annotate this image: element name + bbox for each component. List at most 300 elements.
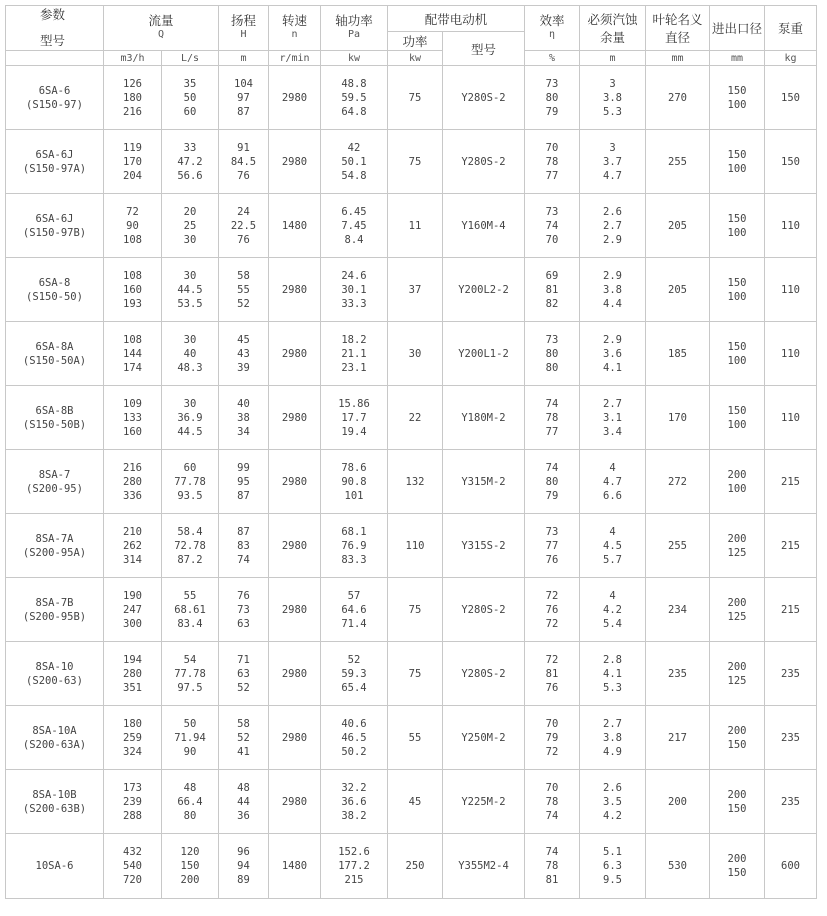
impeller-cell: 185 bbox=[646, 322, 710, 386]
inlet-outlet-cell-line: 200 bbox=[727, 532, 747, 545]
speed-cell: 2980 bbox=[269, 322, 321, 386]
flow-ls-cell-line: 33 bbox=[183, 141, 197, 154]
inlet-outlet-cell-line: 100 bbox=[727, 290, 747, 303]
flow-m3h-cell-line: 314 bbox=[123, 553, 142, 566]
shaft-power-cell-line: 101 bbox=[344, 489, 364, 502]
impeller-cell: 255 bbox=[646, 514, 710, 578]
head-cell-line: 97 bbox=[237, 91, 250, 104]
motor-header: 配带电动机 bbox=[388, 6, 525, 32]
npsh-cell-line: 3 bbox=[609, 77, 616, 90]
npsh-cell-line: 5.1 bbox=[603, 846, 622, 858]
inlet-outlet-cell bbox=[710, 834, 765, 899]
head-symbol: H bbox=[240, 29, 247, 40]
efficiency-cell-line: 77 bbox=[545, 539, 559, 552]
npsh-cell bbox=[580, 130, 646, 194]
motor-model-cell: Y280S-2 bbox=[443, 578, 525, 642]
flow-ls-cell-line: 71.94 bbox=[174, 731, 206, 744]
impeller-cell: 235 bbox=[646, 642, 710, 706]
inlet-outlet-cell-line: 100 bbox=[727, 162, 747, 175]
weight-cell: 150 bbox=[765, 66, 817, 130]
flow-m3h-cell-line: 72 bbox=[126, 205, 139, 218]
unit-blank bbox=[6, 51, 104, 66]
flow-ls-cell-line: 30 bbox=[183, 397, 197, 410]
pump-spec-table bbox=[5, 5, 817, 899]
shaft-power-cell-line: 52 bbox=[347, 653, 361, 666]
model-cell-line: 6SA-6J bbox=[35, 212, 74, 225]
flow-m3h-cell-line: 288 bbox=[123, 809, 142, 822]
flow-ls-cell-line: 90 bbox=[183, 745, 197, 758]
model-cell-line: (S200-95) bbox=[26, 482, 83, 495]
head-cell bbox=[219, 66, 269, 130]
model-cell bbox=[6, 706, 104, 770]
head-cell-line: 95 bbox=[237, 475, 250, 488]
shaft-power-cell bbox=[321, 578, 388, 642]
model-cell-line: 8SA-10B bbox=[32, 788, 77, 801]
head-cell-line: 58 bbox=[237, 717, 250, 730]
npsh-cell bbox=[580, 770, 646, 834]
shaft-power-cell bbox=[321, 642, 388, 706]
shaft-power-cell-line: 18.2 bbox=[341, 333, 367, 346]
shaft-power-cell-line: 6.45 bbox=[341, 205, 367, 218]
flow-m3h-cell-line: 432 bbox=[123, 846, 142, 858]
flow-m3h-cell-line: 190 bbox=[123, 589, 142, 602]
table-row bbox=[6, 834, 817, 899]
table-row bbox=[6, 258, 817, 322]
table-row bbox=[6, 514, 817, 578]
weight-cell: 600 bbox=[765, 834, 817, 899]
flow-m3h-cell-line: 194 bbox=[123, 653, 142, 666]
motor-power-cell: 30 bbox=[388, 322, 443, 386]
model-cell-line: 6SA-8A bbox=[35, 340, 74, 353]
flow-ls-cell-line: 47.2 bbox=[177, 155, 203, 168]
flow-m3h-cell-line: 259 bbox=[123, 731, 142, 744]
flow-m3h-cell-line: 216 bbox=[123, 461, 142, 474]
weight-cell: 110 bbox=[765, 386, 817, 450]
motor-power-cell: 75 bbox=[388, 642, 443, 706]
shaft-power-cell-line: 64.8 bbox=[341, 105, 367, 118]
head-cell-line: 48 bbox=[237, 781, 250, 794]
head-cell-line: 40 bbox=[237, 397, 250, 410]
inlet-outlet-cell-line: 150 bbox=[727, 340, 747, 353]
flow-ls-cell bbox=[162, 834, 219, 899]
flow-m3h-cell-line: 108 bbox=[123, 269, 142, 282]
flow-m3h-cell bbox=[104, 578, 162, 642]
efficiency-symbol: η bbox=[548, 29, 556, 40]
efficiency-cell bbox=[525, 514, 580, 578]
table-row bbox=[6, 578, 817, 642]
shaft-power-cell bbox=[321, 66, 388, 130]
shaft-power-cell-line: 57 bbox=[347, 589, 361, 602]
npsh-cell bbox=[580, 706, 646, 770]
shaft-power-cell-line: 36.6 bbox=[341, 795, 367, 808]
weight-cell: 215 bbox=[765, 450, 817, 514]
table-body bbox=[6, 66, 817, 899]
shaft-power-cell-line: 68.1 bbox=[341, 525, 367, 538]
head-label: 扬程 bbox=[230, 13, 256, 28]
flow-m3h-cell-line: 336 bbox=[123, 489, 142, 502]
model-cell-line: (S200-63B) bbox=[22, 802, 87, 815]
model-cell bbox=[6, 130, 104, 194]
inlet-outlet-cell bbox=[710, 706, 765, 770]
efficiency-cell-line: 76 bbox=[545, 603, 559, 616]
inlet-outlet-cell-line: 150 bbox=[727, 404, 747, 417]
shaft-power-cell bbox=[321, 258, 388, 322]
head-cell-line: 63 bbox=[237, 617, 250, 630]
npsh-cell-line: 4.2 bbox=[603, 809, 622, 822]
inlet-outlet-cell-line: 150 bbox=[727, 84, 747, 97]
inlet-outlet-cell-line: 200 bbox=[727, 660, 747, 673]
inlet-outlet-cell-line: 150 bbox=[727, 276, 747, 289]
head-cell-line: 71 bbox=[237, 653, 250, 666]
speed-cell: 1480 bbox=[269, 194, 321, 258]
motor-power-cell: 250 bbox=[388, 834, 443, 899]
shaft-power-cell-line: 7.45 bbox=[341, 219, 367, 232]
flow-m3h-cell-line: 351 bbox=[123, 681, 142, 694]
efficiency-cell-line: 81 bbox=[545, 874, 559, 886]
speed-cell: 2980 bbox=[269, 706, 321, 770]
weight-cell: 110 bbox=[765, 322, 817, 386]
head-cell bbox=[219, 642, 269, 706]
table-row bbox=[6, 450, 817, 514]
head-cell-line: 22.5 bbox=[230, 219, 257, 232]
npsh-cell-line: 2.8 bbox=[603, 653, 622, 666]
model-cell bbox=[6, 258, 104, 322]
efficiency-cell-line: 80 bbox=[545, 361, 559, 374]
flow-ls-cell-line: 55 bbox=[183, 589, 197, 602]
flow-ls-cell-line: 53.5 bbox=[177, 297, 203, 310]
head-cell-line: 87 bbox=[237, 525, 250, 538]
flow-ls-cell-line: 35 bbox=[183, 77, 197, 90]
efficiency-cell-line: 74 bbox=[545, 397, 559, 410]
model-cell-line: (S150-50A) bbox=[22, 354, 87, 367]
head-cell-line: 34 bbox=[237, 425, 250, 438]
shaft-power-cell-line: 177.2 bbox=[338, 860, 370, 872]
npsh-cell-line: 6.3 bbox=[603, 860, 622, 872]
flow-m3h-cell-line: 280 bbox=[123, 475, 142, 488]
table-row bbox=[6, 770, 817, 834]
flow-header bbox=[104, 6, 219, 51]
weight-cell: 215 bbox=[765, 514, 817, 578]
npsh-cell-line: 4 bbox=[609, 589, 616, 602]
impeller-cell: 272 bbox=[646, 450, 710, 514]
flow-ls-cell bbox=[162, 514, 219, 578]
head-cell bbox=[219, 770, 269, 834]
flow-m3h-cell-line: 324 bbox=[123, 745, 142, 758]
inlet-outlet-cell bbox=[710, 386, 765, 450]
efficiency-cell-line: 74 bbox=[545, 461, 559, 474]
unit-impeller: mm bbox=[646, 51, 710, 66]
motor-model-cell: Y200L2-2 bbox=[443, 258, 525, 322]
efficiency-cell-line: 72 bbox=[545, 653, 559, 666]
motor-power-cell: 75 bbox=[388, 578, 443, 642]
shaft-power-cell-line: 15.86 bbox=[338, 397, 370, 410]
flow-ls-cell-line: 50 bbox=[183, 717, 197, 730]
speed-cell: 2980 bbox=[269, 642, 321, 706]
flow-m3h-cell bbox=[104, 770, 162, 834]
npsh-cell bbox=[580, 386, 646, 450]
head-cell bbox=[219, 514, 269, 578]
flow-ls-cell-line: 25 bbox=[183, 219, 197, 232]
npsh-cell-line: 4.5 bbox=[603, 539, 622, 552]
model-cell-line: 6SA-6J bbox=[35, 148, 74, 161]
npsh-header: 必须汽蚀余量 bbox=[580, 6, 646, 51]
motor-model-cell: Y180M-2 bbox=[443, 386, 525, 450]
inlet-outlet-cell-line: 200 bbox=[727, 596, 747, 609]
model-cell-line: (S150-97B) bbox=[22, 226, 87, 239]
flow-ls-cell-line: 20 bbox=[183, 205, 197, 218]
model-cell bbox=[6, 450, 104, 514]
efficiency-header bbox=[525, 6, 580, 51]
head-cell-line: 52 bbox=[237, 731, 250, 744]
head-cell-line: 76 bbox=[237, 169, 250, 182]
npsh-cell-line: 4.7 bbox=[603, 475, 622, 488]
motor-power-cell: 55 bbox=[388, 706, 443, 770]
inlet-outlet-cell-line: 150 bbox=[727, 867, 747, 879]
weight-cell: 150 bbox=[765, 130, 817, 194]
inlet-outlet-cell-line: 100 bbox=[727, 98, 747, 111]
flow-m3h-cell-line: 108 bbox=[123, 233, 142, 246]
motor-model-cell: Y355M2-4 bbox=[443, 834, 525, 899]
npsh-cell-line: 5.3 bbox=[603, 681, 622, 694]
efficiency-cell-line: 78 bbox=[545, 411, 559, 424]
efficiency-cell bbox=[525, 770, 580, 834]
speed-cell: 2980 bbox=[269, 514, 321, 578]
model-cell bbox=[6, 834, 104, 899]
impeller-cell: 205 bbox=[646, 194, 710, 258]
impeller-cell: 170 bbox=[646, 386, 710, 450]
npsh-cell-line: 3 bbox=[609, 141, 616, 154]
head-cell-line: 76 bbox=[237, 589, 250, 602]
speed-cell: 2980 bbox=[269, 66, 321, 130]
flow-m3h-cell-line: 109 bbox=[123, 397, 142, 410]
flow-ls-cell bbox=[162, 66, 219, 130]
unit-flow-ls: L/s bbox=[162, 51, 219, 66]
inlet-outlet-cell-line: 125 bbox=[727, 610, 747, 623]
head-cell-line: 63 bbox=[237, 667, 250, 680]
corner-header bbox=[6, 6, 104, 51]
inlet-outlet-cell-line: 125 bbox=[727, 546, 747, 559]
npsh-cell-line: 5.3 bbox=[603, 105, 622, 118]
flow-ls-cell-line: 48.3 bbox=[177, 361, 203, 374]
head-cell-line: 55 bbox=[237, 283, 250, 296]
head-cell-line: 36 bbox=[237, 809, 250, 822]
head-cell-line: 41 bbox=[237, 745, 250, 758]
impeller-cell: 217 bbox=[646, 706, 710, 770]
head-cell bbox=[219, 258, 269, 322]
motor-model-cell: Y280S-2 bbox=[443, 642, 525, 706]
shaft-power-header bbox=[321, 6, 388, 51]
model-cell-line: (S150-50B) bbox=[22, 418, 87, 431]
flow-ls-cell-line: 44.5 bbox=[177, 425, 203, 438]
head-cell-line: 89 bbox=[237, 874, 250, 886]
flow-ls-cell-line: 66.4 bbox=[177, 795, 203, 808]
shaft-power-cell-line: 23.1 bbox=[341, 361, 367, 374]
flow-m3h-cell-line: 262 bbox=[123, 539, 142, 552]
model-cell-line: 8SA-7A bbox=[35, 532, 74, 545]
model-cell-line: (S200-63A) bbox=[22, 738, 87, 751]
flow-m3h-cell bbox=[104, 450, 162, 514]
flow-ls-cell-line: 120 bbox=[180, 846, 200, 858]
npsh-cell-line: 3.8 bbox=[603, 731, 622, 744]
efficiency-cell-line: 80 bbox=[545, 347, 559, 360]
shaft-power-cell bbox=[321, 834, 388, 899]
unit-weight: kg bbox=[765, 51, 817, 66]
efficiency-cell-line: 76 bbox=[545, 553, 559, 566]
motor-model-cell: Y280S-2 bbox=[443, 130, 525, 194]
unit-npsh: m bbox=[580, 51, 646, 66]
npsh-cell-line: 3.6 bbox=[603, 347, 622, 360]
flow-m3h-cell-line: 247 bbox=[123, 603, 142, 616]
flow-m3h-cell-line: 170 bbox=[123, 155, 142, 168]
weight-cell: 235 bbox=[765, 770, 817, 834]
shaft-power-cell bbox=[321, 322, 388, 386]
impeller-cell: 205 bbox=[646, 258, 710, 322]
efficiency-cell-line: 70 bbox=[545, 233, 559, 246]
npsh-cell-line: 2.9 bbox=[603, 269, 622, 282]
flow-ls-cell-line: 36.9 bbox=[177, 411, 203, 424]
head-cell-line: 39 bbox=[237, 361, 250, 374]
head-cell-line: 91 bbox=[237, 141, 250, 154]
motor-model-cell: Y250M-2 bbox=[443, 706, 525, 770]
efficiency-cell-line: 80 bbox=[545, 91, 559, 104]
npsh-cell-line: 4.9 bbox=[603, 745, 622, 758]
model-cell-line: 8SA-7 bbox=[38, 468, 71, 481]
model-cell-line: (S150-50) bbox=[26, 290, 83, 303]
inlet-outlet-cell-line: 150 bbox=[727, 148, 747, 161]
npsh-cell-line: 9.5 bbox=[603, 874, 622, 886]
motor-power-cell: 37 bbox=[388, 258, 443, 322]
head-cell bbox=[219, 450, 269, 514]
flow-ls-cell-line: 77.78 bbox=[174, 667, 206, 680]
efficiency-cell-line: 80 bbox=[545, 475, 559, 488]
flow-m3h-cell bbox=[104, 258, 162, 322]
model-cell-line: 8SA-10 bbox=[35, 660, 74, 673]
unit-flow-m3h: m3/h bbox=[104, 51, 162, 66]
inlet-outlet-cell bbox=[710, 66, 765, 130]
npsh-cell bbox=[580, 322, 646, 386]
model-cell-line: (S200-95A) bbox=[22, 546, 87, 559]
head-cell-line: 45 bbox=[237, 333, 250, 346]
motor-model-cell: Y280S-2 bbox=[443, 66, 525, 130]
flow-m3h-cell bbox=[104, 706, 162, 770]
unit-speed: r/min bbox=[269, 51, 321, 66]
inlet-outlet-cell bbox=[710, 322, 765, 386]
shaft-power-cell-line: 46.5 bbox=[341, 731, 367, 744]
weight-cell: 235 bbox=[765, 706, 817, 770]
shaft-power-cell-line: 65.4 bbox=[341, 681, 367, 694]
flow-ls-cell-line: 50 bbox=[183, 91, 197, 104]
inlet-outlet-cell-line: 150 bbox=[727, 738, 747, 751]
efficiency-cell bbox=[525, 834, 580, 899]
head-cell-line: 74 bbox=[237, 553, 250, 566]
inlet-outlet-cell bbox=[710, 130, 765, 194]
speed-cell: 2980 bbox=[269, 450, 321, 514]
impeller-cell: 200 bbox=[646, 770, 710, 834]
efficiency-cell-line: 82 bbox=[545, 297, 559, 310]
motor-power-cell: 75 bbox=[388, 66, 443, 130]
npsh-cell bbox=[580, 258, 646, 322]
efficiency-cell bbox=[525, 66, 580, 130]
head-cell-line: 94 bbox=[237, 860, 250, 872]
efficiency-cell-line: 81 bbox=[545, 667, 559, 680]
model-cell-line: (S200-63) bbox=[26, 674, 83, 687]
unit-inlet-outlet: mm bbox=[710, 51, 765, 66]
efficiency-cell-line: 70 bbox=[545, 141, 559, 154]
head-cell-line: 58 bbox=[237, 269, 250, 282]
flow-m3h-cell bbox=[104, 514, 162, 578]
npsh-cell bbox=[580, 514, 646, 578]
impeller-cell: 530 bbox=[646, 834, 710, 899]
efficiency-cell-line: 72 bbox=[545, 617, 559, 630]
flow-m3h-cell-line: 180 bbox=[123, 91, 142, 104]
head-cell bbox=[219, 322, 269, 386]
flow-m3h-cell-line: 300 bbox=[123, 617, 142, 630]
shaft-power-cell-line: 71.4 bbox=[341, 617, 367, 630]
efficiency-cell bbox=[525, 194, 580, 258]
flow-m3h-cell bbox=[104, 322, 162, 386]
speed-label: 转速 bbox=[281, 13, 307, 28]
efficiency-cell-line: 79 bbox=[545, 105, 559, 118]
npsh-cell-line: 4 bbox=[609, 461, 616, 474]
shaft-power-cell-line: 78.6 bbox=[341, 461, 367, 474]
flow-ls-cell-line: 58.4 bbox=[177, 525, 203, 538]
flow-ls-cell bbox=[162, 706, 219, 770]
model-cell bbox=[6, 322, 104, 386]
flow-ls-cell-line: 60 bbox=[183, 105, 197, 118]
motor-model-header: 型号 bbox=[443, 32, 525, 66]
flow-m3h-cell-line: 173 bbox=[123, 781, 142, 794]
impeller-cell: 234 bbox=[646, 578, 710, 642]
flow-ls-cell-line: 44.5 bbox=[177, 283, 203, 296]
head-cell-line: 52 bbox=[237, 297, 250, 310]
inlet-outlet-cell-line: 150 bbox=[727, 212, 747, 225]
efficiency-cell-line: 74 bbox=[545, 846, 559, 858]
efficiency-cell-line: 72 bbox=[545, 745, 559, 758]
npsh-cell-line: 2.6 bbox=[603, 205, 622, 218]
shaft-power-cell-line: 50.1 bbox=[341, 155, 367, 168]
head-cell-line: 104 bbox=[234, 77, 253, 90]
shaft-power-cell-line: 50.2 bbox=[341, 745, 367, 758]
flow-ls-cell-line: 80 bbox=[183, 809, 197, 822]
model-cell bbox=[6, 194, 104, 258]
head-cell bbox=[219, 194, 269, 258]
shaft-power-label: 轴功率 bbox=[335, 13, 373, 28]
npsh-cell-line: 3.4 bbox=[603, 425, 622, 438]
head-cell-line: 76 bbox=[237, 233, 250, 246]
shaft-power-cell-line: 21.1 bbox=[341, 347, 367, 360]
model-cell-line: 10SA-6 bbox=[35, 860, 74, 872]
motor-model-cell: Y315M-2 bbox=[443, 450, 525, 514]
inlet-outlet-cell bbox=[710, 258, 765, 322]
head-cell-line: 44 bbox=[237, 795, 250, 808]
motor-power-cell: 11 bbox=[388, 194, 443, 258]
head-cell-line: 87 bbox=[237, 105, 250, 118]
speed-cell: 2980 bbox=[269, 386, 321, 450]
efficiency-cell-line: 78 bbox=[545, 155, 559, 168]
efficiency-cell bbox=[525, 258, 580, 322]
model-cell bbox=[6, 386, 104, 450]
inlet-outlet-cell-line: 200 bbox=[727, 853, 747, 865]
npsh-cell-line: 3.5 bbox=[603, 795, 622, 808]
npsh-cell-line: 3.8 bbox=[603, 91, 622, 104]
flow-ls-cell-line: 30 bbox=[183, 333, 197, 346]
flow-m3h-cell-line: 239 bbox=[123, 795, 142, 808]
motor-model-cell: Y200L1-2 bbox=[443, 322, 525, 386]
model-cell-line: 6SA-8B bbox=[35, 404, 74, 417]
flow-ls-cell-line: 30 bbox=[183, 233, 197, 246]
npsh-cell-line: 4.1 bbox=[603, 667, 622, 680]
flow-m3h-cell-line: 204 bbox=[123, 169, 142, 182]
